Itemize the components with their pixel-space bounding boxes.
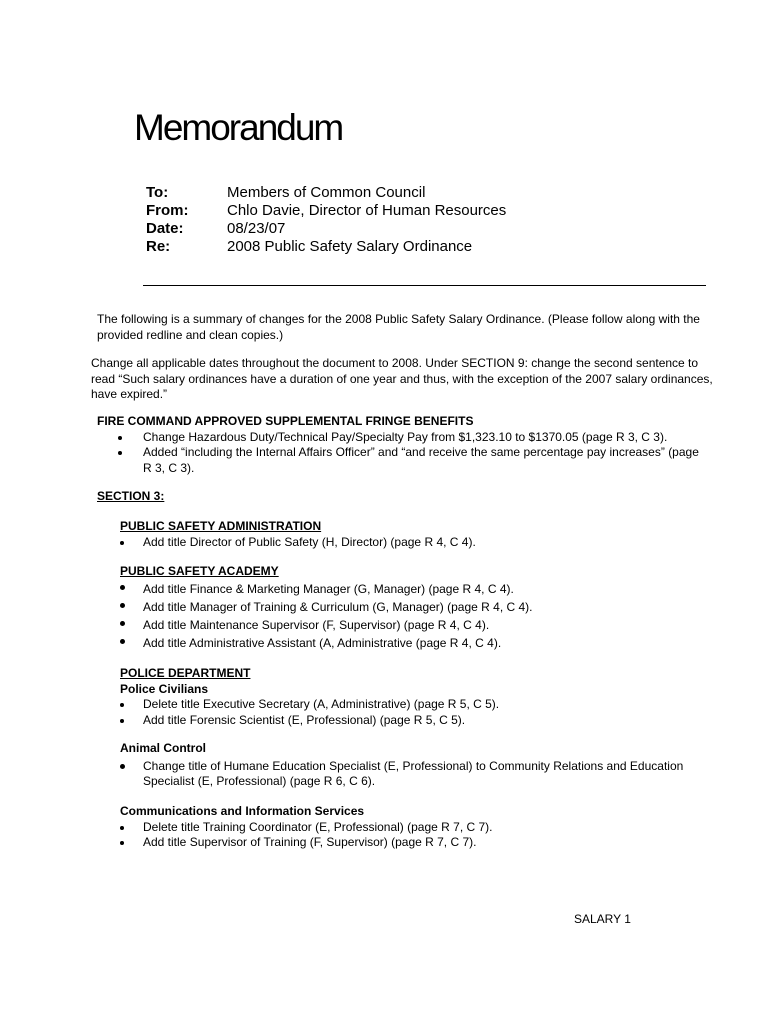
police-section <box>120 666 710 728</box>
bullet-icon <box>120 639 125 644</box>
bullet-icon <box>120 603 125 608</box>
list-item <box>120 697 710 713</box>
admin-list <box>120 535 710 551</box>
memo-header <box>146 184 506 256</box>
animal-control-section <box>120 741 710 790</box>
header-label: Date: <box>146 220 184 237</box>
list-item-text: Add title Maintenance Supervisor (F, Supervisor) (page R 4, C 4). <box>143 617 490 632</box>
list-item-text: Add title Supervisor of Training (F, Supervisor) (page R 7, C 7). <box>143 835 477 849</box>
header-label: Re: <box>146 238 171 255</box>
list-item-text: Change Hazardous Duty/Technical Pay/Specialty Pay from $1,323.10 to $1370.05 (page R 3, C 3). <box>143 429 668 444</box>
list-item-text: Delete title Training Coordinator (E, Professional) (page R 7, C 7). <box>143 819 493 834</box>
bullet-icon <box>120 585 125 590</box>
fire-command-section <box>97 414 707 476</box>
admin-heading: PUBLIC SAFETY ADMINISTRATION <box>120 519 322 533</box>
list-item <box>120 535 710 551</box>
list-item-text: Add title Director of Public Safety (H, Director) (page R 4, C 4). <box>143 534 476 549</box>
list-item <box>120 598 710 616</box>
header-row-from <box>146 202 506 220</box>
list-item <box>120 835 710 851</box>
header-value: Members of Common Council <box>227 184 426 201</box>
list-item <box>120 713 710 729</box>
header-value: 2008 Public Safety Salary Ordinance <box>227 238 473 255</box>
header-row-re <box>146 238 506 256</box>
header-value: Chlo Davie, Director of Human Resources <box>227 202 507 219</box>
academy-section <box>120 564 710 652</box>
bullet-icon <box>120 541 124 545</box>
animal-control-list <box>120 759 710 790</box>
list-item-text: Change title of Humane Education Specialist (E, Professional) to Community Relations and Education Specialist (E, Professional) (page R 6, C 6). <box>143 758 684 788</box>
bullet-icon <box>120 826 124 830</box>
list-item <box>120 634 710 652</box>
memo-title: Memorandum <box>134 107 343 148</box>
admin-section <box>120 519 710 550</box>
police-civilians-heading: Police Civilians <box>120 681 209 696</box>
communications-list <box>120 820 710 851</box>
academy-list <box>120 580 710 652</box>
fire-heading: FIRE COMMAND APPROVED SUPPLEMENTAL FRINGE BENEFITS <box>97 414 474 428</box>
communications-section <box>120 804 710 851</box>
header-divider <box>143 285 706 286</box>
header-row-date <box>146 220 506 238</box>
list-item <box>120 616 710 634</box>
bullet-icon <box>120 703 124 707</box>
list-item <box>120 580 710 598</box>
bullet-icon <box>118 451 122 455</box>
list-item <box>97 445 707 476</box>
list-item-text: Add title Finance & Marketing Manager (G, Manager) (page R 4, C 4). <box>143 581 514 596</box>
list-item-text: Add title Forensic Scientist (E, Professional) (page R 5, C 5). <box>143 712 466 727</box>
header-row-to <box>146 184 506 202</box>
list-item <box>97 430 707 446</box>
academy-heading: PUBLIC SAFETY ACADEMY <box>120 564 279 578</box>
bullet-icon <box>120 621 125 626</box>
list-item-text: Delete title Executive Secretary (A, Administrative) (page R 5, C 5). <box>143 697 500 711</box>
list-item-text: Add title Administrative Assistant (A, Administrative (page R 4, C 4). <box>143 635 502 650</box>
fire-list <box>97 430 707 477</box>
section3-heading: SECTION 3: <box>97 489 165 503</box>
police-heading: POLICE DEPARTMENT <box>120 666 251 680</box>
bullet-icon <box>120 841 124 845</box>
header-value: 08/23/07 <box>227 220 286 237</box>
intro-paragraph: The following is a summary of changes for the 2008 Public Safety Salary Ordinance. (Please follow along with the provided redline and clean copies.) <box>97 312 700 342</box>
change-paragraph: Change all applicable dates throughout the document to 2008. Under SECTION 9: change the second sentence to read “Such salary ordinances have a duration of one year and thus, with the exception of the 2007 salary ordinances, have expired.” <box>91 356 713 401</box>
header-label: From: <box>146 202 189 219</box>
bullet-icon <box>120 764 125 769</box>
header-label: To: <box>146 184 169 201</box>
communications-heading: Communications and Information Services <box>120 804 365 818</box>
list-item <box>120 820 710 836</box>
page-footer: SALARY 1 <box>574 912 631 926</box>
list-item-text: Add title Manager of Training & Curriculum (G, Manager) (page R 4, C 4). <box>143 599 533 614</box>
bullet-icon <box>120 719 124 723</box>
list-item-text: Added “including the Internal Affairs Officer” and “and receive the same percentage pay increases” (page R 3, C 3). <box>143 445 699 475</box>
bullet-icon <box>118 436 122 440</box>
animal-control-heading: Animal Control <box>120 741 206 755</box>
list-item <box>120 759 710 790</box>
civilians-list <box>120 697 710 728</box>
